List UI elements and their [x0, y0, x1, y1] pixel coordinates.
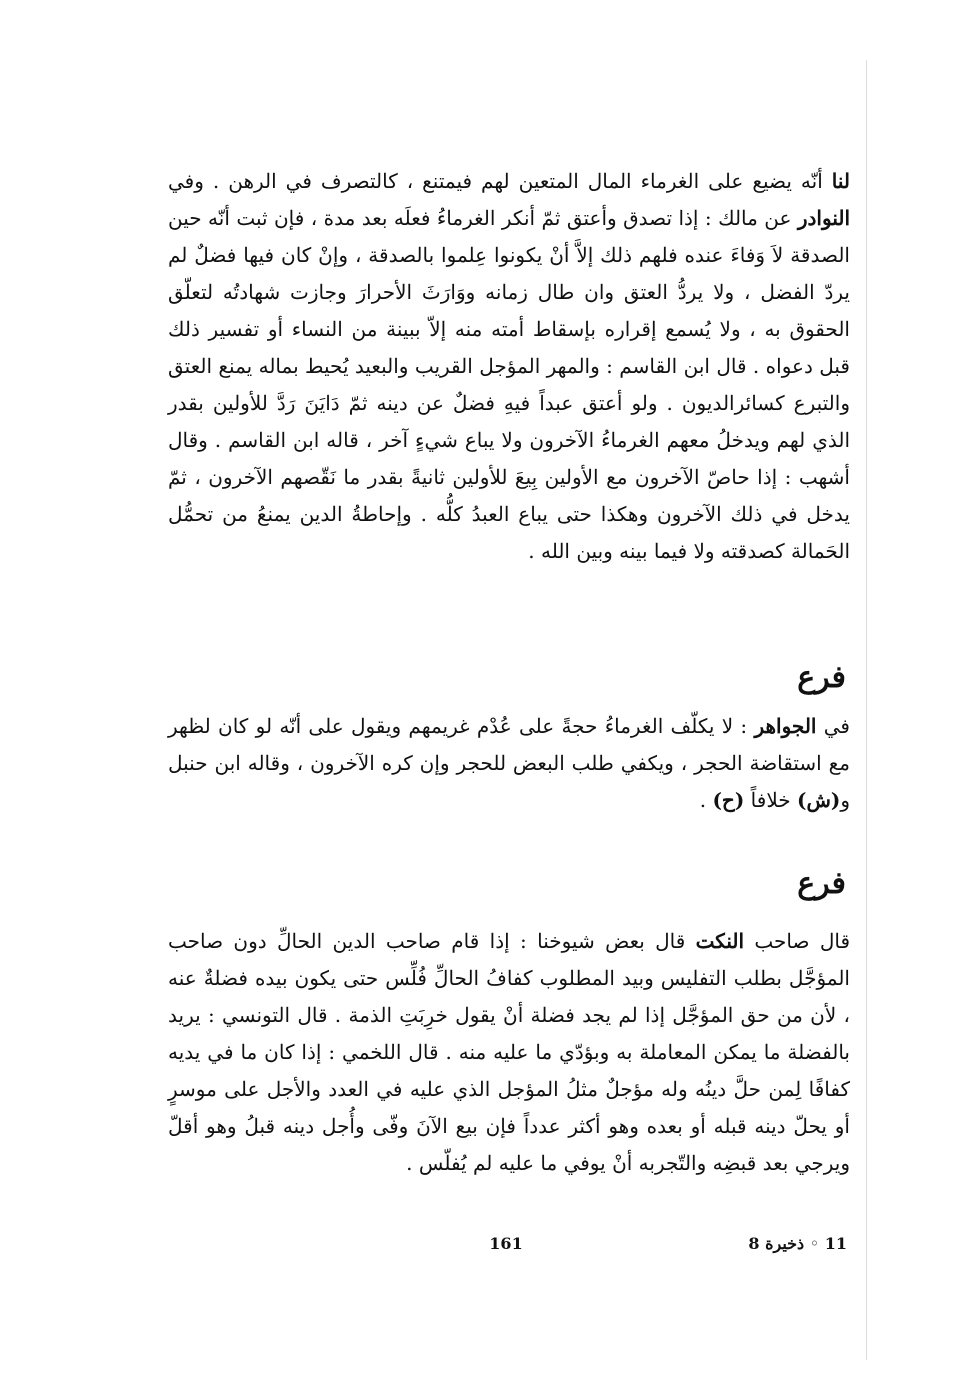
abbrev-shafii: (ش)	[796, 788, 841, 812]
page-edge-line	[866, 60, 867, 1360]
printer-signature: 11 ◦ ذخيرة 8	[748, 1234, 847, 1253]
lead-word-jawahir: الجواهر	[754, 714, 817, 738]
paragraph-2	[168, 708, 850, 819]
paragraph-1	[168, 163, 850, 570]
section-heading-1: فرع	[797, 660, 846, 695]
section-heading-2: فرع	[797, 866, 846, 901]
paragraph-2-part-3: .	[699, 788, 713, 812]
paragraph-3-text	[168, 923, 850, 1182]
paragraph-3-part-1: قال بعض شيوخنا : إذا قام صاحب الدين الحالِّ دون صاحب المؤجَّل بطلب التفليس وبيد المطلوب كفافُ الحالِّ فُلِّس حتى يكون بيده فضلةٌ عنه ، لأن من حق المؤجَّل إذا لم يجد فضلة أنْ يقول خرِبَتِ الذمة . قال التونسي : يريد بالفضلة ما يمكن المعاملة به وبؤدّي ما عليه منه . قال اللخمي : إذا كان ما في يديه كفافًا لِمن حلَّ دينُه وله مؤجلٌ مثلُ المؤجل الذي عليه في العدد والأجل على موسرٍ أو يحلّ دينه قبله أو بعده وهو أكثر عدداً فإن بيع الآنَ وفّى وأُجل دينه قبلُ وهو أقلّ ويرجي بعد قبضِه والتّجربه أنْ يوفي ما عليه لم يُفلّس .	[168, 929, 850, 1175]
lead-word-lana: لنا	[831, 169, 850, 193]
abbrev-hanafi: (ح)	[712, 788, 745, 812]
page-number: 161	[489, 1234, 523, 1253]
paragraph-2-part-1: : لا يكلّف الغرماءُ حجةً على عُدْم غريمهم ويقول على أنّه لو كان لظهر مع استقاضة الحجر ، ويكفي طلب البعض للحجر وإن كره الآخرون ، وقاله ابن حنبل و	[168, 714, 850, 812]
paragraph-3	[168, 923, 850, 1182]
lead-word-nukat: النكت	[695, 929, 745, 953]
paragraph-3-prefix: قال صاحب	[744, 929, 851, 953]
paragraph-1-part-2: عن مالك : إذا تصدق وأعتق ثمّ أنكر الغرماءُ فعلَه بعد مدة ، فإن ثبت أنّه حين الصدقة لاَ وَفاءَ عنده فلهم ذلك إلاَّ أنْ يكونوا عِلموا بالصدقة ، وإنْ كان فيها فضلٌ لم يردّ الفضل ، ولا يردُّ العتق وان طال زمانه ووَارَثَ الأحرارَ وجازت شهادتُه لتعلّق الحقوق به ، ولا يُسمع إقراره بإسقاط أمته منه إلاّ ببينة من النساء أو تفسير ذلك قبل دعواه . قال ابن القاسم : والمهر المؤجل القريب والبعيد يُحيط بماله يمنع العتق والتبرع كسائرالديون . ولو أعتق عبداً فيهِ فضلٌ عن دينه ثمّ دَايَنَ رَدَّ للأولين بقدر الذي لهم ويدخلُ معهم الغرماءُ الآخرون ولا يباع شيءٍ آخر ، قاله ابن القاسم . وقال أشهب : إذا حاصّ الآخرون مع الأولين بِيعَ للأولين ثانيةً بقدر ما نَقّصهم الآخرون ، ثمّ يدخل في ذلك الآخرون وهكذا حتى يباع العبدُ كلُّه . وإحاطةُ الدين يمنعُ من تحمُّل الحَمالة كصدقته ولا فيما بينه وبين الله .	[168, 206, 850, 563]
paragraph-2-text	[168, 708, 850, 819]
paragraph-1-text	[168, 163, 850, 570]
paragraph-2-prefix: في	[816, 714, 850, 738]
lead-word-nawadir: النوادر	[797, 206, 850, 230]
paragraph-2-part-2: خلافاً	[744, 788, 797, 812]
paragraph-1-part-1: أنّه يضيع على الغرماء المال المتعين لهم فيمتنع ، كالتصرف في الرهن . وفي	[168, 169, 832, 193]
